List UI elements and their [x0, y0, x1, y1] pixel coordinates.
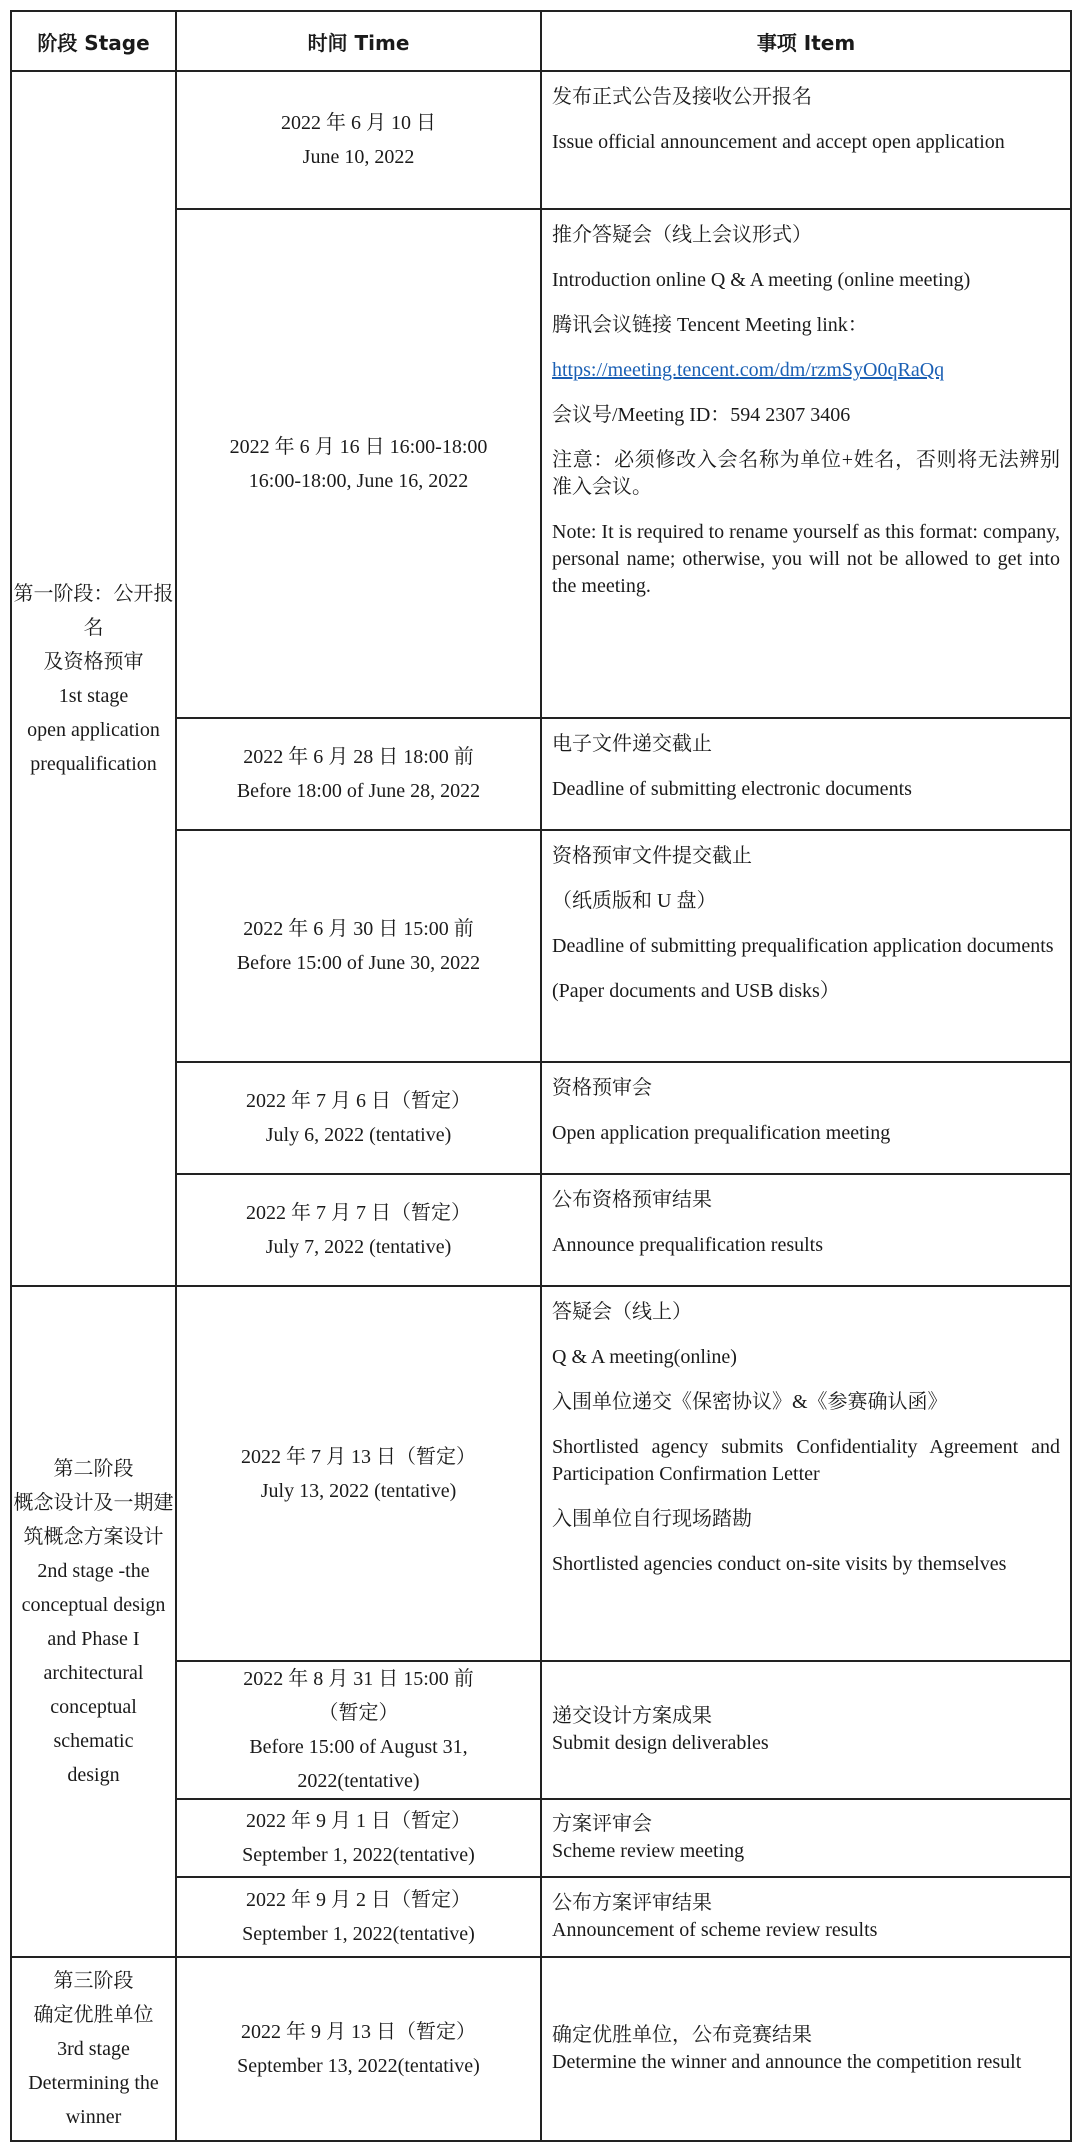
item-cell [541, 209, 1071, 718]
time-cell [176, 1957, 541, 2141]
item-cell [541, 1286, 1071, 1661]
time-cell [176, 1799, 541, 1877]
item-text: 答疑会（线上） [552, 1301, 692, 1323]
time-line: 2022 年 9 月 13 日（暂定） [241, 2021, 476, 2043]
item-cell [541, 830, 1071, 1062]
item-text: 电子文件递交截止 [552, 733, 712, 755]
item-text: 注意：必须修改入会名称为单位+姓名，否则将无法辨别准入会议。 [552, 449, 1060, 498]
time-line: Before 15:00 of August 31, [249, 1736, 468, 1758]
header-row [11, 11, 1071, 71]
schedule-table [10, 10, 1072, 2142]
time-line: Before 15:00 of June 30, 2022 [236, 952, 481, 974]
time-line: Before 18:00 of June 28, 2022 [236, 780, 481, 802]
item-text: Deadline of submitting prequalification application documents [552, 935, 1054, 957]
item-text: Open application prequalification meeting [552, 1122, 891, 1144]
time-line: 2022 年 6 月 16 日 16:00-18:00 [229, 435, 488, 458]
stage-line: 筑概念方案设计 [23, 1525, 164, 1548]
item-text: Submit design deliverables [552, 1732, 769, 1754]
stage-line: 2nd stage -the [37, 1559, 150, 1582]
time-line: June 10, 2022 [302, 146, 415, 168]
time-line: September 1, 2022(tentative) [242, 1923, 475, 1945]
time-cell [176, 718, 541, 830]
item-text: Deadline of submitting electronic documents [552, 778, 912, 800]
stage-3-cell [11, 1957, 176, 2141]
time-line: September 1, 2022(tentative) [242, 1844, 475, 1866]
time-cell [176, 1661, 541, 1799]
item-text: Scheme review meeting [552, 1840, 745, 1862]
time-cell [176, 209, 541, 718]
item-text: Announce prequalification results [552, 1234, 824, 1256]
item-cell [541, 1877, 1071, 1957]
item-text: 推介答疑会（线上会议形式） [552, 224, 812, 246]
item-cell [541, 1062, 1071, 1174]
item-text: Note: It is required to rename yourself as this format: company, personal name; otherwise, you will not be allowed to get into the meeting. [552, 521, 1060, 597]
item-text: Issue official announcement and accept open application [552, 131, 1005, 153]
item-cell [541, 71, 1071, 209]
item-text: 入围单位递交《保密协议》&《参赛确认函》 [552, 1391, 948, 1413]
item-text: 公布方案评审结果 [552, 1892, 712, 1914]
item-cell [541, 1799, 1071, 1877]
meeting-id-text: 会议号/Meeting ID：594 2307 3406 [552, 404, 851, 426]
header-item: 事项 Item [541, 11, 1071, 71]
stage-line: 第二阶段 [53, 1457, 134, 1480]
item-text: 入围单位自行现场踏勘 [552, 1508, 752, 1530]
item-text: Shortlisted agency submits Confidentiality Agreement and Participation Confirmation Letter [552, 1436, 1060, 1485]
item-text: 公布资格预审结果 [552, 1189, 712, 1211]
stage-line: architectural [43, 1661, 144, 1684]
stage-line: conceptual schematic [50, 1695, 137, 1752]
table-row [11, 1286, 1071, 1661]
time-line: 2022 年 7 月 7 日（暂定） [246, 1202, 471, 1224]
time-cell [176, 1286, 541, 1661]
stage-line: winner [65, 2106, 122, 2128]
time-line: 16:00-18:00, June 16, 2022 [248, 469, 469, 492]
time-line: 2022(tentative) [297, 1770, 420, 1792]
time-line: July 7, 2022 (tentative) [265, 1236, 452, 1258]
time-line: 2022 年 6 月 10 日 [281, 112, 436, 134]
time-cell [176, 1174, 541, 1286]
header-stage: 阶段 Stage [11, 11, 176, 71]
time-line: 2022 年 9 月 2 日（暂定） [246, 1889, 471, 1911]
tencent-meeting-link[interactable]: https://meeting.tencent.com/dm/rzmSyO0qRaQq [552, 359, 945, 381]
stage-line: 第三阶段 [53, 1970, 134, 1992]
stage-line: conceptual design [21, 1593, 166, 1616]
item-cell [541, 1174, 1071, 1286]
stage-line: prequalification [30, 752, 157, 775]
time-line: 2022 年 8 月 31 日 15:00 前 [243, 1668, 474, 1690]
stage-line: 第一阶段：公开报名 [13, 582, 174, 639]
stage-line: 确定优胜单位 [33, 2004, 154, 2026]
stage-line: 及资格预审 [43, 650, 144, 673]
item-text: Determine the winner and announce the competition result [552, 2051, 1022, 2073]
time-cell [176, 1877, 541, 1957]
stage-line: 概念设计及一期建 [13, 1491, 174, 1514]
stage-line: and Phase I [47, 1627, 140, 1650]
time-line: July 6, 2022 (tentative) [265, 1124, 452, 1146]
item-text: 方案评审会 [552, 1813, 652, 1835]
item-text: 资格预审会 [552, 1077, 652, 1099]
item-text: Introduction online Q & A meeting (online meeting) [552, 269, 971, 291]
time-line: 2022 年 9 月 1 日（暂定） [246, 1810, 471, 1832]
item-text: 确定优胜单位，公布竞赛结果 [552, 2024, 812, 2046]
stage-line: Determining the [28, 2072, 159, 2094]
item-text: 腾讯会议链接 Tencent Meeting link： [552, 314, 868, 336]
stage-line: design [67, 1763, 120, 1786]
item-text: Announcement of scheme review results [552, 1919, 878, 1941]
table-row [11, 71, 1071, 209]
time-cell [176, 1062, 541, 1174]
header-time: 时间 Time [176, 11, 541, 71]
stage-line: 1st stage [58, 684, 129, 707]
time-line: 2022 年 7 月 6 日（暂定） [246, 1090, 471, 1112]
item-text: 发布正式公告及接收公开报名 [552, 86, 812, 108]
time-line: 2022 年 6 月 28 日 18:00 前 [243, 746, 474, 768]
time-cell [176, 71, 541, 209]
stage-line: open application [27, 718, 160, 741]
item-text: 资格预审文件提交截止 [552, 845, 752, 867]
stage-2-cell [11, 1286, 176, 1957]
time-line: 2022 年 6 月 30 日 15:00 前 [243, 918, 474, 940]
item-text: (Paper documents and USB disks） [552, 980, 840, 1002]
item-cell [541, 1957, 1071, 2141]
time-line: July 13, 2022 (tentative) [260, 1479, 457, 1502]
time-line: 2022 年 7 月 13 日（暂定） [241, 1445, 476, 1468]
time-line: September 13, 2022(tentative) [237, 2055, 480, 2077]
item-cell [541, 1661, 1071, 1799]
item-text: Shortlisted agencies conduct on-site visits by themselves [552, 1553, 1007, 1575]
stage-line: 3rd stage [57, 2038, 130, 2060]
table-row [11, 1957, 1071, 2141]
stage-1-cell [11, 71, 176, 1286]
item-cell [541, 718, 1071, 830]
time-cell [176, 830, 541, 1062]
time-line: （暂定） [318, 1702, 399, 1724]
item-text: Q & A meeting(online) [552, 1346, 737, 1368]
item-text: 递交设计方案成果 [552, 1705, 712, 1727]
item-text: （纸质版和 U 盘） [552, 890, 717, 912]
